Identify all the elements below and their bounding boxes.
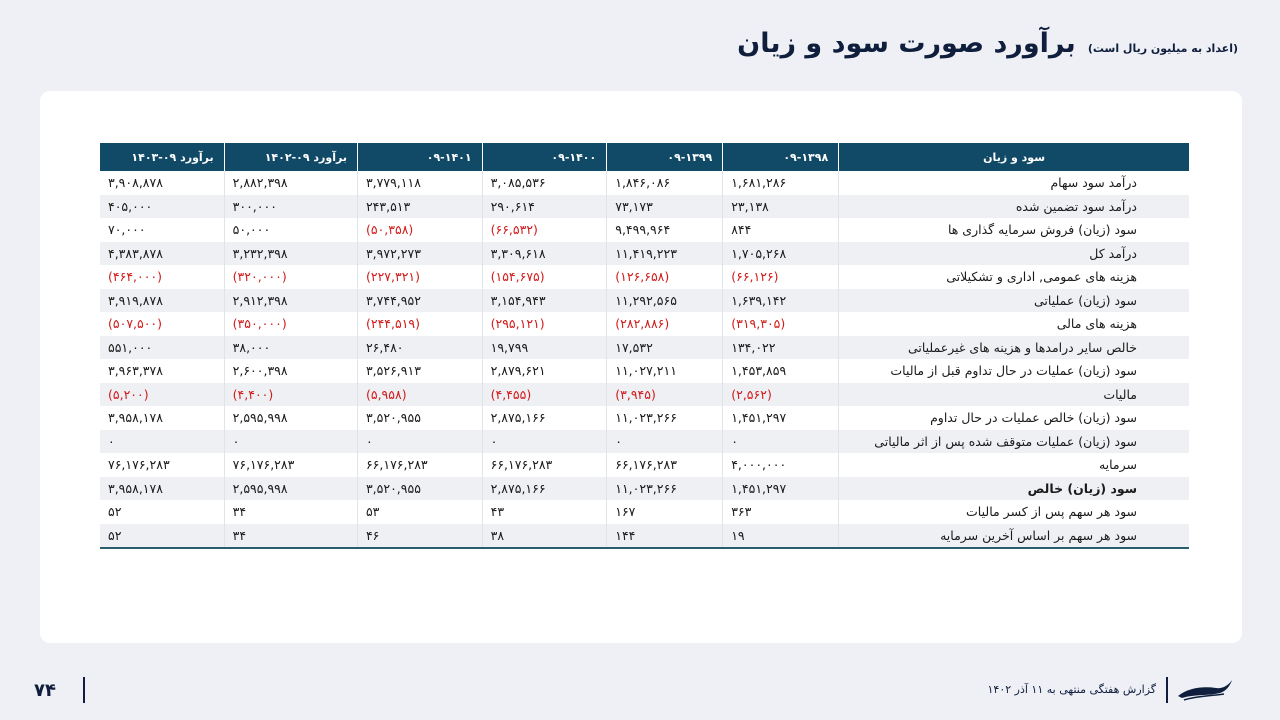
column-header: سود و زیان xyxy=(839,143,1189,171)
page-number-divider xyxy=(83,677,85,703)
table-cell: ۳,۱۵۴,۹۴۳ xyxy=(482,289,607,313)
table-cell: ۳,۷۴۴,۹۵۲ xyxy=(357,289,482,313)
table-cell: (۲۴۴,۵۱۹) xyxy=(357,312,482,336)
table-cell: (۵,۲۰۰) xyxy=(100,383,224,407)
table-cell: ۰ xyxy=(224,430,357,454)
table-cell: ۴۰۵,۰۰۰ xyxy=(100,195,224,219)
table-header-row xyxy=(100,143,1189,171)
table-row xyxy=(100,430,1189,454)
table-cell: ۵۵۱,۰۰۰ xyxy=(100,336,224,360)
table-cell: (۳۲۰,۰۰۰) xyxy=(224,265,357,289)
row-label: سود (زیان) عملیات متوقف شده پس از اثر مالیاتی xyxy=(839,430,1189,454)
table-row xyxy=(100,524,1189,549)
content-card xyxy=(40,91,1242,643)
table-cell: ۱,۸۴۶,۰۸۶ xyxy=(607,171,723,195)
table-cell: (۲۸۲,۸۸۶) xyxy=(607,312,723,336)
table-row xyxy=(100,312,1189,336)
table-cell: ۳۰۰,۰۰۰ xyxy=(224,195,357,219)
table-row xyxy=(100,359,1189,383)
table-cell: ۲,۵۹۵,۹۹۸ xyxy=(224,477,357,501)
table-row xyxy=(100,171,1189,195)
row-label: هزینه های عمومی, اداری و تشکیلاتی xyxy=(839,265,1189,289)
title-area xyxy=(737,24,1238,64)
table-cell: (۴,۴۰۰) xyxy=(224,383,357,407)
row-label: سرمایه xyxy=(839,453,1189,477)
table-cell: ۱۳۴,۰۲۲ xyxy=(723,336,839,360)
table-cell: ۳,۲۳۲,۳۹۸ xyxy=(224,242,357,266)
table-cell: ۵۲ xyxy=(100,524,224,549)
table-cell: ۱,۶۸۱,۲۸۶ xyxy=(723,171,839,195)
table-cell: ۵۲ xyxy=(108,504,122,520)
table-cell: ۶۶,۱۷۶,۲۸۳ xyxy=(357,453,482,477)
table-cell: (۲۲۷,۳۲۱) xyxy=(357,265,482,289)
column-header: ۰۹-۱۳۹۸ xyxy=(723,143,839,171)
page-number: ۷۴ xyxy=(34,680,56,701)
table-cell: ۱۷,۵۳۲ xyxy=(607,336,723,360)
table-cell: ۷۶,۱۷۶,۲۸۳ xyxy=(224,453,357,477)
table-cell: ۲,۸۷۵,۱۶۶ xyxy=(482,477,607,501)
table-cell: ۱۱,۰۲۷,۲۱۱ xyxy=(607,359,723,383)
table-cell: ۳,۹۱۹,۸۷۸ xyxy=(100,289,224,313)
table-row xyxy=(100,289,1189,313)
table-cell: ۱,۷۰۵,۲۶۸ xyxy=(723,242,839,266)
row-label: درآمد سود سهام xyxy=(839,171,1189,195)
table-cell: (۱۵۴,۶۷۵) xyxy=(482,265,607,289)
table-row xyxy=(100,218,1189,242)
table-cell: ۲۹۰,۶۱۴ xyxy=(482,195,607,219)
table-row xyxy=(100,500,1189,524)
table-cell: ۱۱,۰۲۳,۲۶۶ xyxy=(607,406,723,430)
table-cell: ۲,۸۸۲,۳۹۸ xyxy=(224,171,357,195)
company-logo-icon xyxy=(1176,674,1234,704)
table-cell: ۰ xyxy=(357,430,482,454)
table-row xyxy=(100,406,1189,430)
row-label: هزینه های مالی xyxy=(839,312,1189,336)
row-label: سود (زیان) خالص xyxy=(839,477,1189,501)
table-cell: ۴۶ xyxy=(357,524,482,549)
table-row xyxy=(100,453,1189,477)
table-cell: ۴,۰۰۰,۰۰۰ xyxy=(723,453,839,477)
table-cell: ۳۴ xyxy=(224,500,357,524)
table-cell: (۶۶,۱۲۶) xyxy=(723,265,839,289)
table-cell: ۱۶۷ xyxy=(607,500,723,524)
table-cell: ۳۴ xyxy=(224,524,357,549)
table-cell: ۳,۹۰۸,۸۷۸ xyxy=(108,175,163,191)
table-body xyxy=(100,171,1189,548)
table-cell: ۳۶۳ xyxy=(723,500,839,524)
table-cell: ۲۳,۱۳۸ xyxy=(723,195,839,219)
table-cell: ۴۳ xyxy=(482,500,607,524)
table-cell: ۷۶,۱۷۶,۲۸۳ xyxy=(108,457,170,473)
table-cell: ۳,۵۲۰,۹۵۵ xyxy=(357,477,482,501)
table-cell: (۲۹۵,۱۲۱) xyxy=(482,312,607,336)
column-header: برآورد ۰۹-۱۴۰۲ xyxy=(224,143,357,171)
table-cell: ۹,۴۹۹,۹۶۴ xyxy=(607,218,723,242)
table-cell: ۰ xyxy=(482,430,607,454)
table-cell: ۳,۵۲۶,۹۱۳ xyxy=(357,359,482,383)
table-cell: ۱۴۴ xyxy=(607,524,723,549)
table-cell: (۲,۵۶۲) xyxy=(723,383,839,407)
table-cell: ۲۴۳,۵۱۳ xyxy=(357,195,482,219)
table-row xyxy=(100,383,1189,407)
table-cell: ۷۳,۱۷۳ xyxy=(607,195,723,219)
table-row xyxy=(100,195,1189,219)
row-label: درآمد سود تضمین شده xyxy=(839,195,1189,219)
table-cell: ۵۳ xyxy=(357,500,482,524)
row-label: مالیات xyxy=(839,383,1189,407)
column-header: ۰۹-۱۴۰۱ xyxy=(357,143,482,171)
table-cell: ۳,۷۷۹,۱۱۸ xyxy=(357,171,482,195)
table-cell: (۳۱۹,۳۰۵) xyxy=(723,312,839,336)
table-cell: ۰ xyxy=(607,430,723,454)
table-row xyxy=(100,242,1189,266)
table-cell: ۴,۳۸۳,۸۷۸ xyxy=(100,242,224,266)
column-header: برآورد ۰۹-۱۴۰۳ xyxy=(100,143,224,171)
table-cell: ۳,۹۵۸,۱۷۸ xyxy=(108,410,163,426)
table-cell: ۲,۸۷۵,۱۶۶ xyxy=(482,406,607,430)
table-cell: ۵۰,۰۰۰ xyxy=(224,218,357,242)
table-cell: (۵۰۷,۵۰۰) xyxy=(108,316,163,332)
table-cell: (۶۶,۵۳۲) xyxy=(482,218,607,242)
row-label: سود (زیان) فروش سرمایه گذاری ها xyxy=(839,218,1189,242)
table-row xyxy=(100,477,1189,501)
table-cell: ۱,۴۵۳,۸۵۹ xyxy=(723,359,839,383)
table-cell: ۲,۶۰۰,۳۹۸ xyxy=(224,359,357,383)
table-cell: ۲,۵۹۵,۹۹۸ xyxy=(224,406,357,430)
footer-separator xyxy=(1166,677,1168,703)
report-caption: گزارش هفتگی منتهی به ۱۱ آذر ۱۴۰۲ xyxy=(987,683,1156,696)
column-header: ۰۹-۱۴۰۰ xyxy=(482,143,607,171)
table-cell: ۳,۵۲۰,۹۵۵ xyxy=(357,406,482,430)
table-cell: ۲,۸۷۹,۶۲۱ xyxy=(482,359,607,383)
table-cell: ۳۸,۰۰۰ xyxy=(224,336,357,360)
table-cell: (۳۵۰,۰۰۰) xyxy=(224,312,357,336)
row-label: سود (زیان) عملیاتی xyxy=(839,289,1189,313)
column-header: ۰۹-۱۳۹۹ xyxy=(607,143,723,171)
table-cell: (۳,۹۴۵) xyxy=(607,383,723,407)
row-label: سود (زیان) خالص عملیات در حال تداوم xyxy=(839,406,1189,430)
table-cell: ۱۱,۲۹۲,۵۶۵ xyxy=(607,289,723,313)
table-cell: ۷۰,۰۰۰ xyxy=(108,222,146,238)
row-label: سود (زیان) عملیات در حال تداوم قبل از مالیات xyxy=(839,359,1189,383)
table-cell: ۸۴۴ xyxy=(723,218,839,242)
profit-loss-table xyxy=(100,143,1189,549)
table-cell: ۱۹,۷۹۹ xyxy=(482,336,607,360)
table-row xyxy=(100,336,1189,360)
table-cell: (۵۰,۳۵۸) xyxy=(357,218,482,242)
table-cell: ۰ xyxy=(723,430,839,454)
table-cell: (۴۶۴,۰۰۰) xyxy=(108,269,163,285)
table-cell: (۵,۹۵۸) xyxy=(357,383,482,407)
table-cell: ۳,۳۰۹,۶۱۸ xyxy=(482,242,607,266)
table-cell: (۱۲۶,۶۵۸) xyxy=(607,265,723,289)
table-cell: ۲۶,۴۸۰ xyxy=(357,336,482,360)
table-row xyxy=(100,265,1189,289)
row-label: خالص سایر درامدها و هزینه های غیرعملیاتی xyxy=(839,336,1189,360)
table-cell: ۱۱,۴۱۹,۲۲۳ xyxy=(607,242,723,266)
table-cell: ۱,۴۵۱,۲۹۷ xyxy=(723,477,839,501)
table-cell: ۶۶,۱۷۶,۲۸۳ xyxy=(607,453,723,477)
table-cell: ۲,۹۱۲,۳۹۸ xyxy=(224,289,357,313)
table-cell: ۳۸ xyxy=(482,524,607,549)
row-label: سود هر سهم بر اساس آخرین سرمایه xyxy=(839,524,1189,549)
table-cell: ۱,۶۳۹,۱۴۲ xyxy=(723,289,839,313)
row-label: سود هر سهم پس از کسر مالیات xyxy=(839,500,1189,524)
table-cell: ۳,۹۵۸,۱۷۸ xyxy=(100,477,224,501)
table-cell: ۱۹ xyxy=(723,524,839,549)
table-cell: ۳,۹۷۲,۲۷۳ xyxy=(357,242,482,266)
page-subtitle: (اعداد به میلیون ریال است) xyxy=(1087,42,1238,55)
table-cell: ۶۶,۱۷۶,۲۸۳ xyxy=(482,453,607,477)
table-cell: ۰ xyxy=(100,430,224,454)
table-cell: ۱,۴۵۱,۲۹۷ xyxy=(723,406,839,430)
row-label: درآمد کل xyxy=(839,242,1189,266)
table-cell: ۳,۰۸۵,۵۳۶ xyxy=(482,171,607,195)
page-title: برآورد صورت سود و زیان xyxy=(737,28,1076,59)
table-cell: ۱۱,۰۲۳,۲۶۶ xyxy=(607,477,723,501)
table-cell: ۳,۹۶۳,۳۷۸ xyxy=(108,363,163,379)
table-cell: (۴,۴۵۵) xyxy=(482,383,607,407)
